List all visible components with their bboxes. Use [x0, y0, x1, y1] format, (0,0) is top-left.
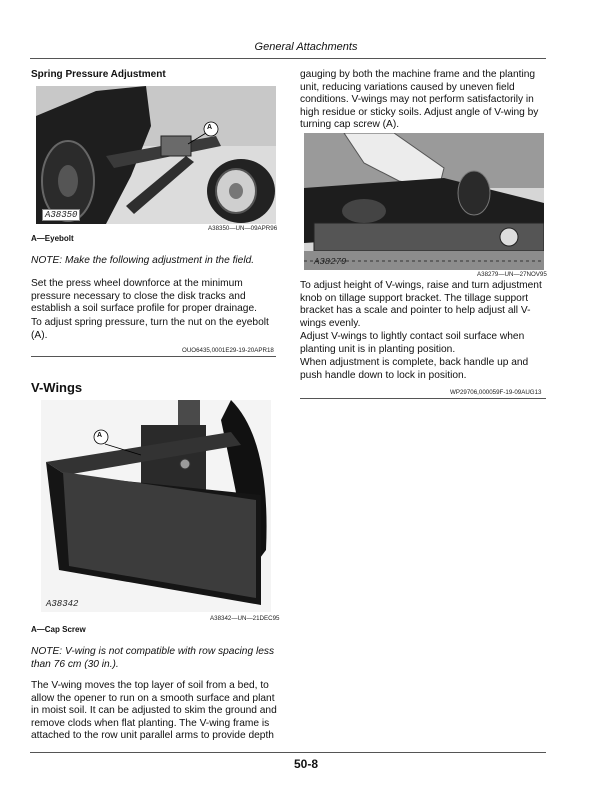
- paragraph-spring-pressure: To adjust spring pressure, turn the nut on the eyebolt (A).: [31, 317, 269, 341]
- paragraph-v-wing-continued: gauging by both the machine frame and the planting unit, reducing variations caused by uneven field conditions. V-wings may not perform satisfactorily in high residue or sticky soils. Adjust angle of V-wing by turning cap screw (A).: [300, 69, 539, 131]
- section-heading-spring-pressure: Spring Pressure Adjustment: [31, 69, 166, 80]
- paragraph-downforce: Set the press wheel downforce at the minimum pressure necessary to close the disk tracks and establish a soil surface profile for proper drainage.: [31, 278, 257, 315]
- section-rule: [300, 398, 546, 399]
- photo-press-wheel: [36, 86, 276, 224]
- paragraph-v-wing: The V-wing moves the top layer of soil from a bed, to allow the opener to run on a smooth surface and plant in moist soil. It can be adjusted to skim the ground and remove clods when flat planting. The V-wing frame is attached to the row unit parallel arms to provide depth: [31, 680, 277, 742]
- photo-code: A38279—UN—27NOV95: [477, 271, 547, 278]
- running-header: General Attachments: [254, 41, 358, 53]
- press-wheel-illustration: [36, 86, 276, 224]
- photo-adjustment-knob: [304, 133, 544, 270]
- paragraph-lock-handle: When adjustment is complete, back handle up and push handle down to lock in position.: [300, 357, 529, 381]
- paragraph-adjust-height: To adjust height of V-wings, raise and turn adjustment knob on tillage support bracket. The tillage support bracket has a scale and pointer to help adjust all V-wings evenly.: [300, 280, 542, 329]
- section-heading-v-wings: V-Wings: [31, 380, 83, 395]
- callout-a-eyebolt: A: [207, 124, 213, 131]
- reference-code: WP29706,000059F-19-09AUG13: [450, 389, 542, 396]
- adjustment-knob-illustration: [304, 133, 544, 270]
- note-row-spacing: NOTE: V-wing is not compatible with row spacing less than 76 cm (30 in.).: [31, 646, 275, 670]
- photo-code: A38342—UN—21DEC95: [210, 615, 280, 622]
- photo-tag: A38350: [42, 209, 80, 221]
- photo-tag: A38342: [46, 599, 79, 609]
- reference-code: OUO6435,0001E29-19-20APR18: [182, 347, 274, 354]
- v-wing-illustration: [41, 400, 271, 612]
- callout-a-cap-screw: A: [97, 432, 103, 439]
- photo-code: A38350—UN—09APR96: [208, 225, 278, 232]
- header-rule: [30, 58, 546, 59]
- paragraph-contact-soil: Adjust V-wings to lightly contact soil surface when planting unit is in planting position.: [300, 331, 525, 355]
- footer-rule: [30, 752, 546, 753]
- photo-tag: A38279: [314, 257, 347, 267]
- page-number: 50-8: [293, 757, 319, 771]
- section-rule: [31, 356, 276, 357]
- photo-v-wing: [41, 400, 271, 612]
- figure-caption-cap-screw: A—Cap Screw: [31, 625, 86, 634]
- figure-caption-eyebolt: A—Eyebolt: [31, 234, 74, 243]
- note-field-adjustment: NOTE: Make the following adjustment in the field.: [31, 255, 255, 266]
